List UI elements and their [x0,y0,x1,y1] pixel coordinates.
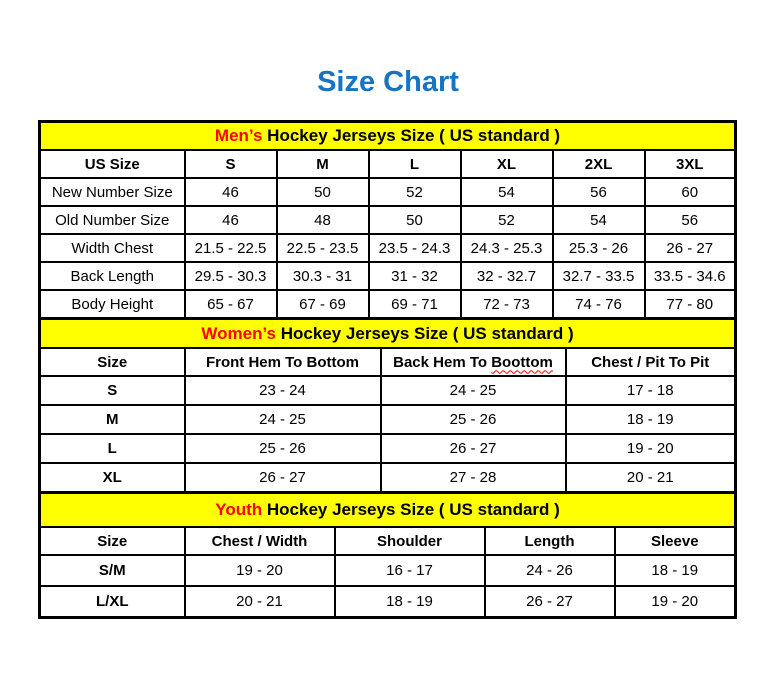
mens-header-row [40,150,736,178]
row-label: L/XL [40,586,185,618]
youth-header-length: Length [485,527,615,555]
mens-banner [40,122,736,151]
cell: 24 - 26 [485,555,615,586]
womens-row-s [40,376,736,405]
mens-row-old-number-size [40,206,736,234]
cell: 24.3 - 25.3 [461,234,553,262]
cell: 16 - 17 [335,555,485,586]
cell: 30.3 - 31 [277,262,369,290]
womens-row-m [40,405,736,434]
cell: 48 [277,206,369,234]
row-label: New Number Size [40,178,185,206]
mens-row-new-number-size [40,178,736,206]
womens-banner-row [40,319,736,349]
page-title: Size Chart [317,66,459,98]
cell: 56 [645,206,736,234]
mens-row-width-chest [40,234,736,262]
row-label: M [40,405,185,434]
cell: 46 [185,206,277,234]
youth-size-table [38,491,737,619]
cell: 50 [369,206,461,234]
youth-banner-highlight: Youth [215,500,263,519]
cell: 67 - 69 [277,290,369,319]
cell: 25 - 26 [381,405,566,434]
cell: 18 - 19 [335,586,485,618]
mens-banner-row [40,122,736,151]
cell: 23 - 24 [185,376,381,405]
youth-row-lxl [40,586,736,618]
row-label: S/M [40,555,185,586]
womens-header-back-hem [381,348,566,376]
cell: 17 - 18 [566,376,736,405]
cell: 31 - 32 [369,262,461,290]
cell: 22.5 - 23.5 [277,234,369,262]
mens-size-table [38,120,737,320]
mens-banner-highlight: Men’s [214,126,263,145]
cell: 24 - 25 [185,405,381,434]
cell: 18 - 19 [615,555,736,586]
cell: 21.5 - 22.5 [185,234,277,262]
mens-header-l: L [369,150,461,178]
cell: 26 - 27 [185,463,381,493]
cell: 32.7 - 33.5 [553,262,645,290]
back-hem-prefix: Back Hem To [393,353,492,371]
youth-header-sleeve: Sleeve [615,527,736,555]
youth-header-row [40,527,736,555]
cell: 19 - 20 [566,434,736,463]
row-label: XL [40,463,185,493]
womens-banner [40,319,736,349]
cell: 52 [369,178,461,206]
youth-banner-rest: Hockey Jerseys Size ( US standard ) [262,500,560,519]
youth-banner [40,493,736,528]
row-label: L [40,434,185,463]
cell: 74 - 76 [553,290,645,319]
mens-banner-rest: Hockey Jerseys Size ( US standard ) [262,126,561,145]
youth-header-size: Size [40,527,185,555]
size-chart [38,120,734,619]
cell: 26 - 27 [485,586,615,618]
cell: 65 - 67 [185,290,277,319]
mens-header-xl: XL [461,150,553,178]
youth-header-shoulder: Shoulder [335,527,485,555]
youth-row-sm [40,555,736,586]
cell: 29.5 - 30.3 [185,262,277,290]
mens-header-3xl: 3XL [645,150,736,178]
mens-header-m: M [277,150,369,178]
row-label: Old Number Size [40,206,185,234]
womens-header-chest: Chest / Pit To Pit [566,348,736,376]
cell: 60 [645,178,736,206]
womens-header-size: Size [40,348,185,376]
cell: 72 - 73 [461,290,553,319]
cell: 54 [553,206,645,234]
cell: 24 - 25 [381,376,566,405]
cell: 19 - 20 [615,586,736,618]
row-label: Width Chest [40,234,185,262]
cell: 19 - 20 [185,555,335,586]
cell: 54 [461,178,553,206]
cell: 32 - 32.7 [461,262,553,290]
cell: 18 - 19 [566,405,736,434]
cell: 46 [185,178,277,206]
row-label: Body Height [40,290,185,319]
mens-row-back-length [40,262,736,290]
youth-header-chest-width: Chest / Width [185,527,335,555]
womens-size-table [38,317,737,494]
cell: 52 [461,206,553,234]
cell: 77 - 80 [645,290,736,319]
cell: 26 - 27 [645,234,736,262]
mens-row-body-height [40,290,736,319]
womens-header-front-hem: Front Hem To Bottom [185,348,381,376]
womens-header-row [40,348,736,376]
cell: 25 - 26 [185,434,381,463]
womens-banner-rest: Hockey Jerseys Size ( US standard ) [276,323,574,343]
row-label: S [40,376,185,405]
womens-banner-highlight: Women’s [201,323,276,343]
cell: 20 - 21 [566,463,736,493]
womens-row-xl [40,463,736,493]
womens-row-l [40,434,736,463]
cell: 69 - 71 [369,290,461,319]
youth-banner-row [40,493,736,528]
mens-header-2xl: 2XL [553,150,645,178]
cell: 50 [277,178,369,206]
cell: 56 [553,178,645,206]
mens-header-us-size: US Size [40,150,185,178]
cell: 23.5 - 24.3 [369,234,461,262]
cell: 33.5 - 34.6 [645,262,736,290]
cell: 26 - 27 [381,434,566,463]
mens-header-s: S [185,150,277,178]
cell: 27 - 28 [381,463,566,493]
row-label: Back Length [40,262,185,290]
back-hem-misspelled-word: Boottom [491,353,553,371]
cell: 25.3 - 26 [553,234,645,262]
cell: 20 - 21 [185,586,335,618]
